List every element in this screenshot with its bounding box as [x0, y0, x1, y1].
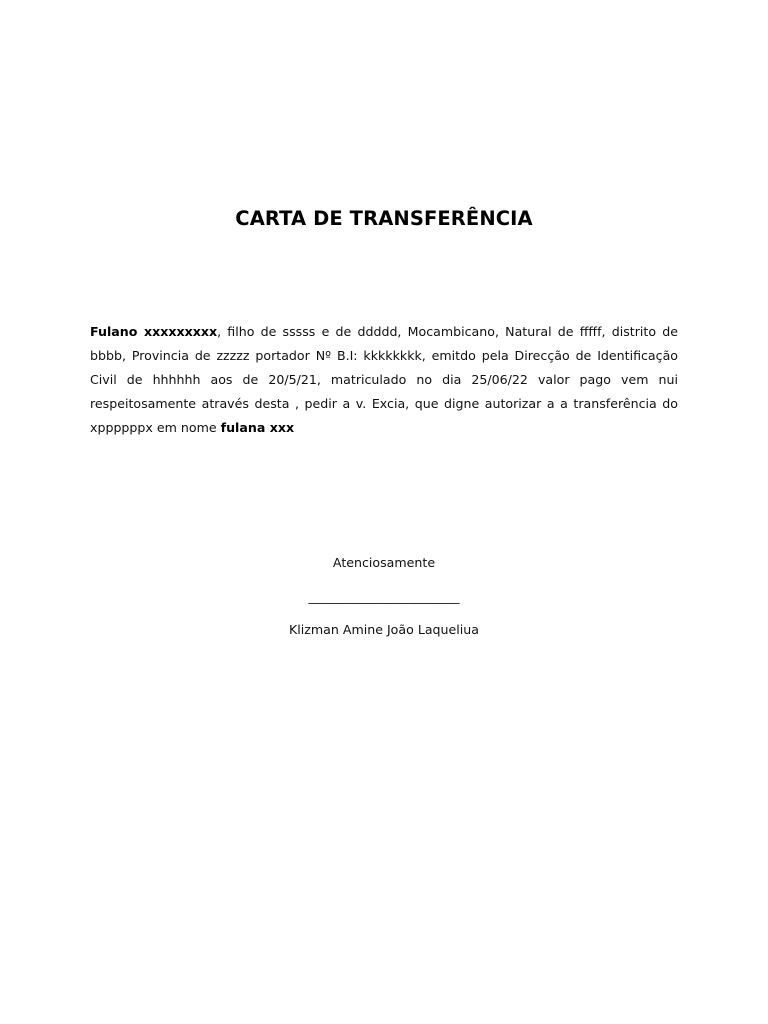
recipient-name: fulana xxx: [220, 420, 295, 435]
applicant-name: Fulano xxxxxxxxx: [90, 324, 218, 339]
document-title: CARTA DE TRANSFERÊNCIA: [235, 207, 533, 230]
letter-body-text: , filho de sssss e de ddddd, Mocambicano, Natural de fffff, distrito de bbbb, Provincia de zzzzz portador Nº B.I: kkkkkkkk, emitdo pela Direcção de Identificação Civil de hhhhhh aos de 20/5/21, matriculado no dia 25/06/22 valor pago vem nui respeitosamente através desta , pedir a v. Excia, que digne autorizar a a transferência do xppppppx em nome: [90, 324, 679, 435]
closing-salutation: Atenciosamente: [332, 555, 436, 570]
letter-body: [90, 320, 678, 440]
signature-line: ________________________: [308, 589, 460, 604]
signer-name: Klizman Amine João Laqueliua: [289, 622, 479, 637]
